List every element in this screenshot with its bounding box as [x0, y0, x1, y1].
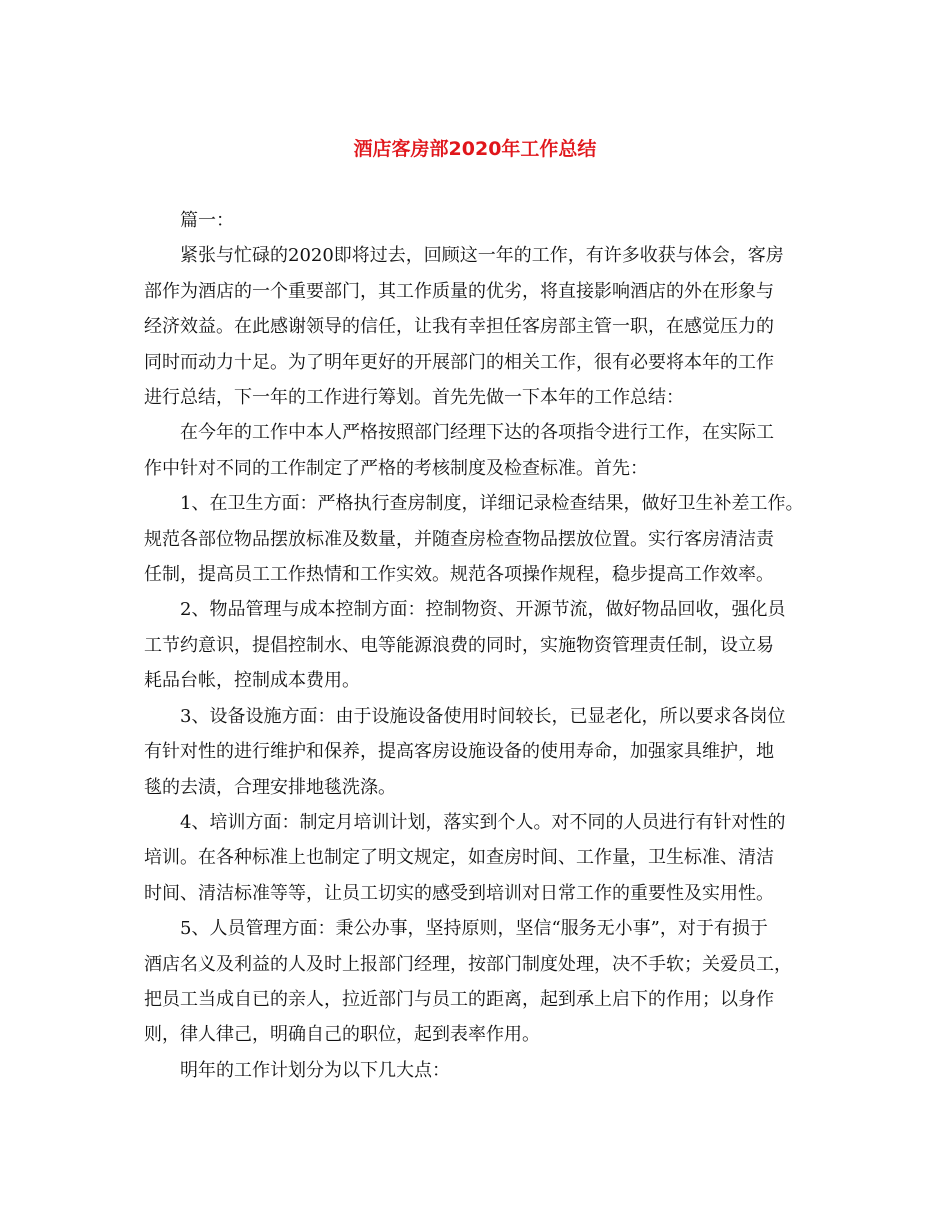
- paragraph-line: 3、设备设施方面：由于设施设备使用时间较长，已显老化，所以要求各岗位: [180, 705, 786, 727]
- paragraph-line: 明年的工作计划分为以下几大点：: [180, 1059, 450, 1081]
- paragraph-line: 毯的去渍，合理安排地毯洗涤。: [144, 776, 396, 798]
- paragraph-line: 作中针对不同的工作制定了严格的考核制度及检查标准。首先：: [144, 457, 648, 479]
- paragraph-line: 经济效益。在此感谢领导的信任，让我有幸担任客房部主管一职，在感觉压力的: [144, 316, 774, 338]
- paragraph-line: 2、物品管理与成本控制方面：控制物资、开源节流，做好物品回收，强化员: [180, 599, 786, 621]
- document-body: [144, 203, 816, 1088]
- document-title: 酒店客房部2020年工作总结: [353, 138, 597, 160]
- paragraph-line: 1、在卫生方面：严格执行查房制度，详细记录检查结果，做好卫生补差工作。: [180, 493, 804, 515]
- paragraph-line: 4、培训方面：制定月培训计划，落实到个人。对不同的人员进行有针对性的: [180, 811, 786, 833]
- paragraph-line: 同时而动力十足。为了明年更好的开展部门的相关工作，很有必要将本年的工作: [144, 351, 774, 373]
- paragraph-line: 酒店名义及利益的人及时上报部门经理，按部门制度处理，决不手软；关爱员工，: [144, 953, 792, 975]
- paragraph-line: 耗品台帐，控制成本费用。: [144, 670, 360, 692]
- paragraph-line: 5、人员管理方面：秉公办事，坚持原则，坚信“服务无小事”，对于有损于: [180, 918, 768, 940]
- paragraph-line: 有针对性的进行维护和保养，提高客房设施设备的使用寿命，加强家具维护，地: [144, 741, 774, 763]
- paragraph-line: 工节约意识，提倡控制水、电等能源浪费的同时，实施物资管理责任制，设立易: [144, 634, 774, 656]
- paragraph-line: 则，律人律己，明确自己的职位，起到表率作用。: [144, 1024, 540, 1046]
- paragraph-line: 规范各部位物品摆放标准及数量，并随查房检查物品摆放位置。实行客房清洁责: [144, 528, 774, 550]
- section-label: 篇一：: [180, 210, 234, 231]
- paragraph-line: 任制，提高员工工作热情和工作实效。规范各项操作规程，稳步提高工作效率。: [144, 564, 774, 586]
- paragraph-line: 部作为酒店的一个重要部门，其工作质量的优劣，将直接影响酒店的外在形象与: [144, 280, 774, 302]
- paragraph-line: 在今年的工作中本人严格按照部门经理下达的各项指令进行工作，在实际工: [180, 422, 774, 444]
- paragraph-line: 进行总结，下一年的工作进行筹划。首先先做一下本年的工作总结：: [144, 387, 684, 409]
- paragraph-line: 把员工当成自已的亲人，拉近部门与员工的距离，起到承上启下的作用；以身作: [144, 988, 774, 1010]
- paragraph-line: 紧张与忙碌的2020即将过去，回顾这一年的工作，有许多收获与体会，客房: [180, 245, 784, 267]
- paragraph-line: 培训。在各种标准上也制定了明文规定，如查房时间、工作量，卫生标准、清洁: [144, 847, 774, 869]
- paragraph-line: 时间、清洁标准等等，让员工切实的感受到培训对日常工作的重要性及实用性。: [144, 882, 774, 904]
